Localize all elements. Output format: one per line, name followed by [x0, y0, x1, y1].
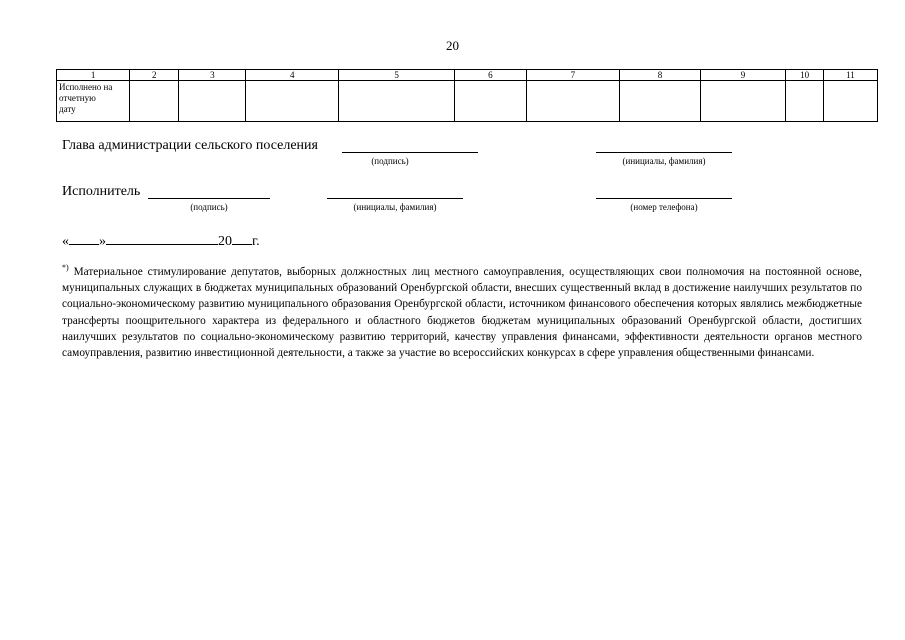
table-cell [455, 81, 526, 122]
column-header: 10 [786, 70, 824, 81]
head-caption-name: (инициалы, фамилия) [622, 156, 706, 166]
row-label-cell [57, 81, 130, 122]
table-row [57, 81, 878, 122]
executor-caption-sign: (подпись) [190, 202, 228, 212]
column-header: 9 [700, 70, 786, 81]
table-cell [526, 81, 620, 122]
head-caption-sign: (подпись) [371, 156, 409, 166]
year-blank [232, 232, 252, 245]
column-header: 5 [339, 70, 455, 81]
executor-name-line [327, 198, 463, 199]
executor-signature-line [148, 198, 270, 199]
row-label-line: Исполнено на [59, 82, 113, 92]
column-header: 1 [57, 70, 130, 81]
date-line [62, 232, 260, 250]
date-close-quote: » [99, 234, 106, 249]
executor-caption-phone: (номер телефона) [630, 202, 698, 212]
column-header: 8 [620, 70, 700, 81]
row-label-line: отчетную [59, 93, 96, 103]
table-cell [179, 81, 246, 122]
column-header: 4 [246, 70, 339, 81]
table-cell [620, 81, 700, 122]
executor-label: Исполнитель [62, 184, 141, 199]
year-suffix: г. [252, 234, 260, 249]
executor-phone-line [596, 198, 732, 199]
table-cell [786, 81, 824, 122]
day-blank [69, 232, 99, 245]
year-prefix: 20 [218, 234, 232, 249]
footnote-text: Материальное стимулирование депутатов, выборных должностных лиц местного самоуправления, осуществляющих свои полномочия на постоянной основе, муниципальных служащих в бюджетах муниципальных образований Оренбургской области, внесших существенный вклад в достижение наилучших результатов по социально-экономическому развитию муниципального образования Оренбургской области, источником финансового обеспечения которых являлись межбюджетные трансферты поощрительного характера из федерального и областного бюджетов бюджетам муниципальных образований Оренбургской области, достигших наилучших результатов по социально-экономическому развитию территорий, качеству управления финансами, эффективности деятельности органов местного самоуправления, развитию инвестиционной деятельности, а также за участие во всероссийских конкурсах в сфере управления общественными финансами. [62, 266, 862, 360]
head-signature-label: Глава администрации сельского поселения [62, 138, 318, 153]
executor-caption-name: (инициалы, фамилия) [353, 202, 437, 212]
column-header: 11 [823, 70, 877, 81]
table-header-row [57, 70, 878, 81]
row-label-line: дату [59, 104, 76, 114]
head-name-line [596, 152, 732, 153]
page-number: 20 [446, 38, 459, 53]
footnote [62, 264, 862, 361]
column-header: 2 [130, 70, 179, 81]
column-header: 7 [526, 70, 620, 81]
footnote-marker: *) [62, 263, 69, 273]
table-cell [246, 81, 339, 122]
column-header: 6 [455, 70, 526, 81]
report-table [56, 69, 878, 122]
date-open-quote: « [62, 234, 69, 249]
table-cell [700, 81, 786, 122]
table-cell [130, 81, 179, 122]
head-signature-line [342, 152, 478, 153]
month-blank [106, 232, 218, 245]
table-cell [823, 81, 877, 122]
column-header: 3 [179, 70, 246, 81]
table-cell [339, 81, 455, 122]
